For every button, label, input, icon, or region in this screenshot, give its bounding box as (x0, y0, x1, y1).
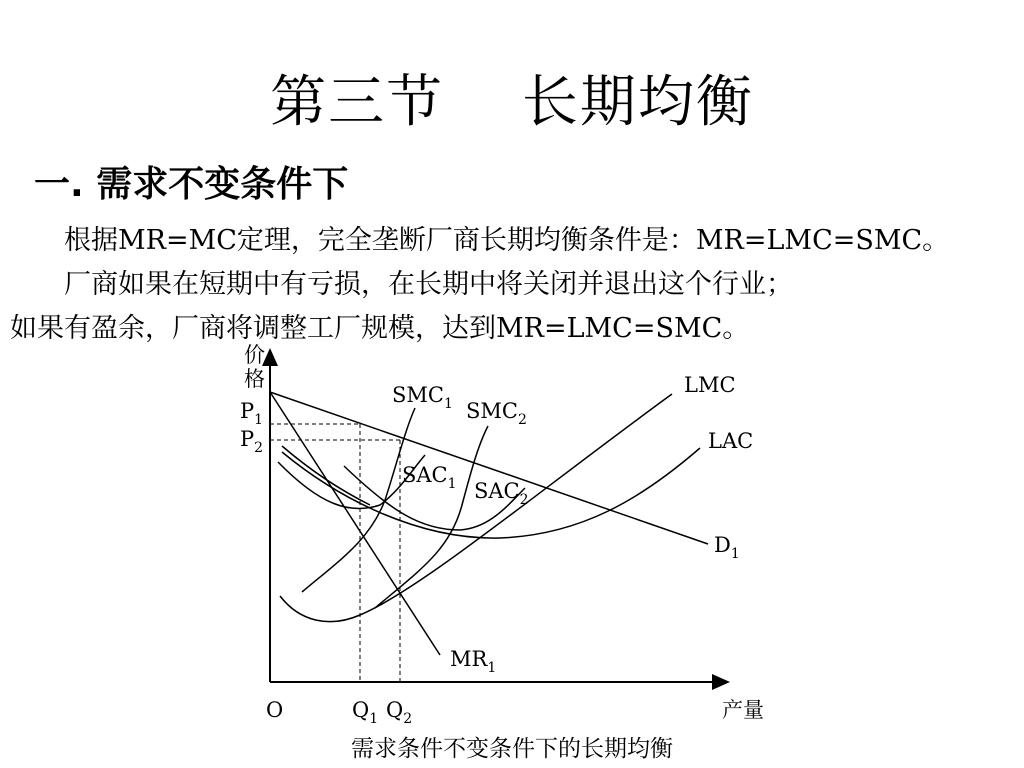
y-axis-label-jia: 价 (244, 343, 265, 367)
sac2-label: SAC2 (474, 479, 529, 508)
lmc-label: LMC (684, 373, 736, 397)
d1-label: D1 (714, 533, 740, 562)
q1-label: Q1 (352, 698, 379, 727)
sac1-label: SAC1 (402, 463, 457, 492)
mr1-curve (270, 392, 440, 655)
lac-label: LAC (708, 429, 754, 453)
diagram-caption: 需求条件不变条件下的长期均衡 (351, 736, 673, 762)
x-axis-label: 产量 (722, 698, 764, 722)
paragraph-profit-adjust: 如果有盈余，厂商将调整工厂规模，达到MR=LMC=SMC。 (10, 313, 750, 344)
smc1-label: SMC1 (392, 383, 453, 412)
q2-label: Q2 (386, 698, 413, 727)
smc1-curve (302, 408, 415, 592)
paragraph-loss-exit: 厂商如果在短期中有亏损，在长期中将关闭并退出这个行业； (64, 269, 793, 300)
y-axis-label-ge: 格 (244, 367, 265, 391)
smc2-label: SMC2 (466, 399, 527, 428)
p2-label: P2 (240, 427, 264, 456)
mr1-label: MR1 (450, 647, 497, 676)
paragraph-equilibrium-condition: 根据MR=MC定理，完全垄断厂商长期均衡条件是：MR=LMC=SMC。 (64, 225, 950, 256)
p1-label: P1 (240, 399, 264, 428)
slide-title: 第三节 长期均衡 (270, 70, 754, 135)
sac1-upper-branch (282, 446, 370, 505)
origin-label: O (266, 698, 284, 722)
section-heading: 一. 需求不变条件下 (34, 164, 349, 205)
